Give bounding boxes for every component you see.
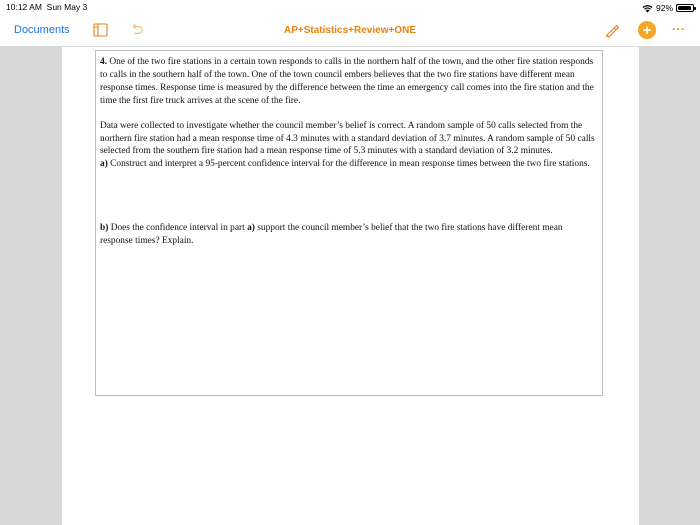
question-intro-paragraph: [100, 56, 596, 108]
question-intro-text: One of the two fire stations in a certain town responds to calls in the northern half of the town, and the other fire station responds to calls in the southern half of the town. One of the town council embers believes that the two fire stations have different mean response times. Response time is measured by the difference between the time an emergency call comes into the fire station and the time the first fire truck arrives at the scene of the fire.: [100, 57, 594, 106]
part-b-paragraph: [100, 222, 596, 248]
sidebar-toggle-icon[interactable]: [93, 23, 108, 37]
data-paragraph: Data were collected to investigate whether the council member’s belief is correct. A random sample of 50 calls selected from the northern fire station had a mean response time of 4.3 minutes with a standard deviation of 3.7 minutes. A random sample of 50 calls selected from the southern fire station had a mean response time of 5.3 minutes with a standard deviation of 3.2 minutes.: [100, 120, 595, 157]
format-brush-icon[interactable]: [604, 23, 620, 38]
status-time-value: 10:12 AM: [6, 2, 42, 12]
document-canvas[interactable]: [0, 47, 700, 525]
undo-icon[interactable]: [130, 23, 144, 37]
battery-icon: [676, 4, 694, 12]
status-bar: [0, 0, 700, 16]
part-a-paragraph: [100, 158, 596, 171]
document-title[interactable]: AP+Statistics+Review+ONE: [283, 25, 416, 36]
documents-back-button[interactable]: Documents: [14, 24, 70, 36]
wifi-icon: [642, 4, 653, 13]
battery-percent: 92%: [655, 3, 673, 13]
battery-fill: [678, 6, 691, 10]
part-b-text-start: Does the confidence interval in part: [110, 223, 245, 234]
document-page[interactable]: [62, 47, 639, 525]
status-date-value: Sun May 3: [46, 2, 88, 12]
app-toolbar: [0, 16, 700, 47]
status-indicators: [642, 2, 694, 14]
more-options-icon[interactable]: ···: [672, 22, 686, 36]
question-number: 4.: [100, 57, 108, 67]
part-a-text: Construct and interpret a 95-percent confidence interval for the difference in mean response times between the two fire stations.: [110, 159, 590, 170]
status-time: [6, 2, 87, 12]
add-button[interactable]: +: [638, 21, 656, 39]
part-a-label: a): [100, 159, 108, 170]
part-b-reference: a): [247, 223, 255, 234]
part-b-label: b): [100, 223, 109, 234]
question-text-box[interactable]: [95, 50, 603, 396]
part-b-text-end: support the council member’s belief that the two fire stations have different mean response times? Explain.: [100, 223, 563, 247]
